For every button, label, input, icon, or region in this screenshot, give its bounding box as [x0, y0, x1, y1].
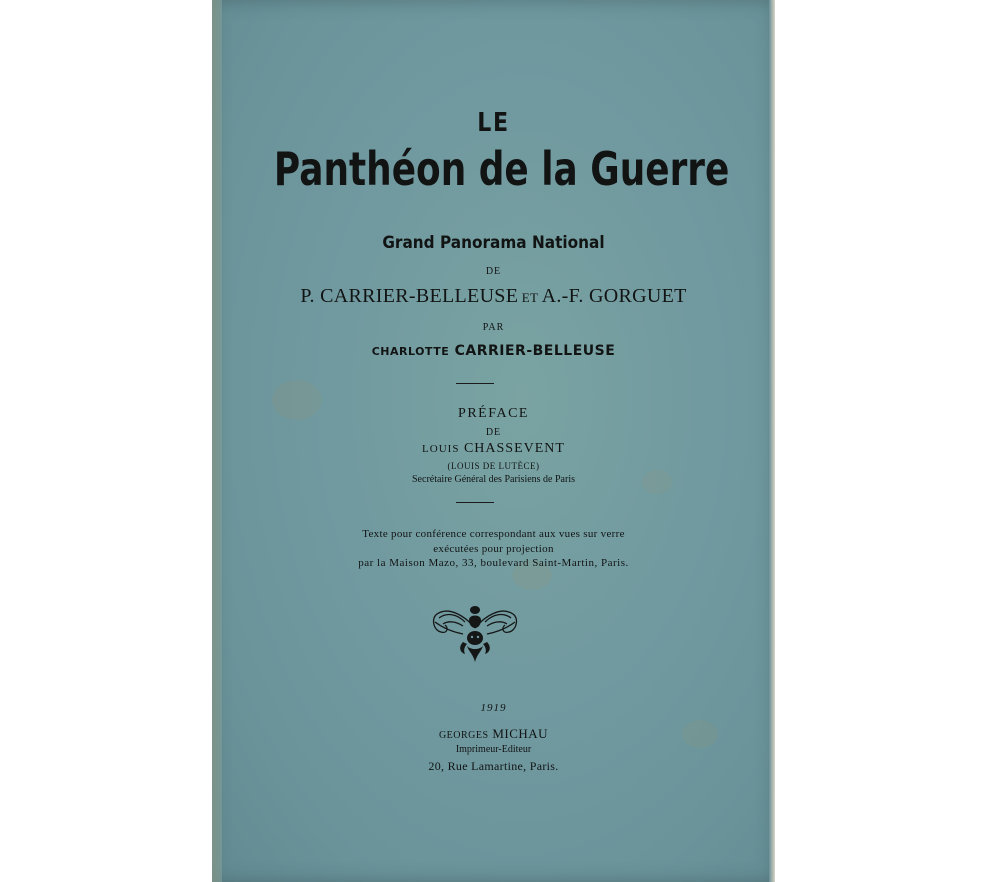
divider-rule — [456, 502, 494, 503]
publisher-role: Imprimeur-Editeur — [455, 744, 532, 755]
divider-rule — [456, 383, 494, 384]
preface-author-role: Secrétaire Général des Parisiens de Paris — [412, 474, 575, 485]
text-author-first: CHARLOTTE — [371, 345, 450, 358]
book-subtitle: Grand Panorama National — [382, 233, 605, 253]
book-title: Panthéon de la Guerre — [273, 142, 730, 196]
description-line-3: par la Maison Mazo, 33, boulevard Saint-Martin, Paris. — [358, 557, 629, 569]
preface-author — [212, 441, 775, 457]
publisher-first: GEORGES — [438, 730, 489, 741]
cover-text — [212, 0, 775, 882]
preface-author-last: CHASSEVENT — [459, 441, 565, 456]
par-label: PAR — [482, 322, 505, 333]
author-carrier-belleuse: P. CARRIER-BELLEUSE — [300, 285, 519, 307]
text-author — [212, 343, 775, 359]
publisher-name — [212, 726, 775, 742]
ornament-icon — [429, 598, 521, 664]
text-author-last: CARRIER-BELLEUSE — [449, 343, 616, 359]
preface-de-label: DE — [485, 427, 502, 438]
book-cover — [212, 0, 775, 882]
title-article: LE — [477, 108, 510, 138]
preface-author-first: LOUIS — [422, 443, 460, 455]
publication-year: 1919 — [480, 702, 507, 714]
publisher-address: 20, Rue Lamartine, Paris. — [428, 759, 559, 773]
authors-line — [212, 285, 775, 308]
de-label: DE — [485, 266, 502, 277]
publisher-last: MICHAU — [488, 726, 549, 741]
description-line-1: Texte pour conférence correspondant aux vues sur verre — [362, 528, 625, 540]
description-line-2: exécutées pour projection — [433, 543, 554, 555]
authors-conjunction: ET — [518, 290, 542, 305]
preface-author-alias: (LOUIS DE LUTÈCE) — [447, 461, 540, 471]
author-gorguet: A.-F. GORGUET — [541, 285, 687, 307]
preface-heading: PRÉFACE — [458, 406, 529, 421]
